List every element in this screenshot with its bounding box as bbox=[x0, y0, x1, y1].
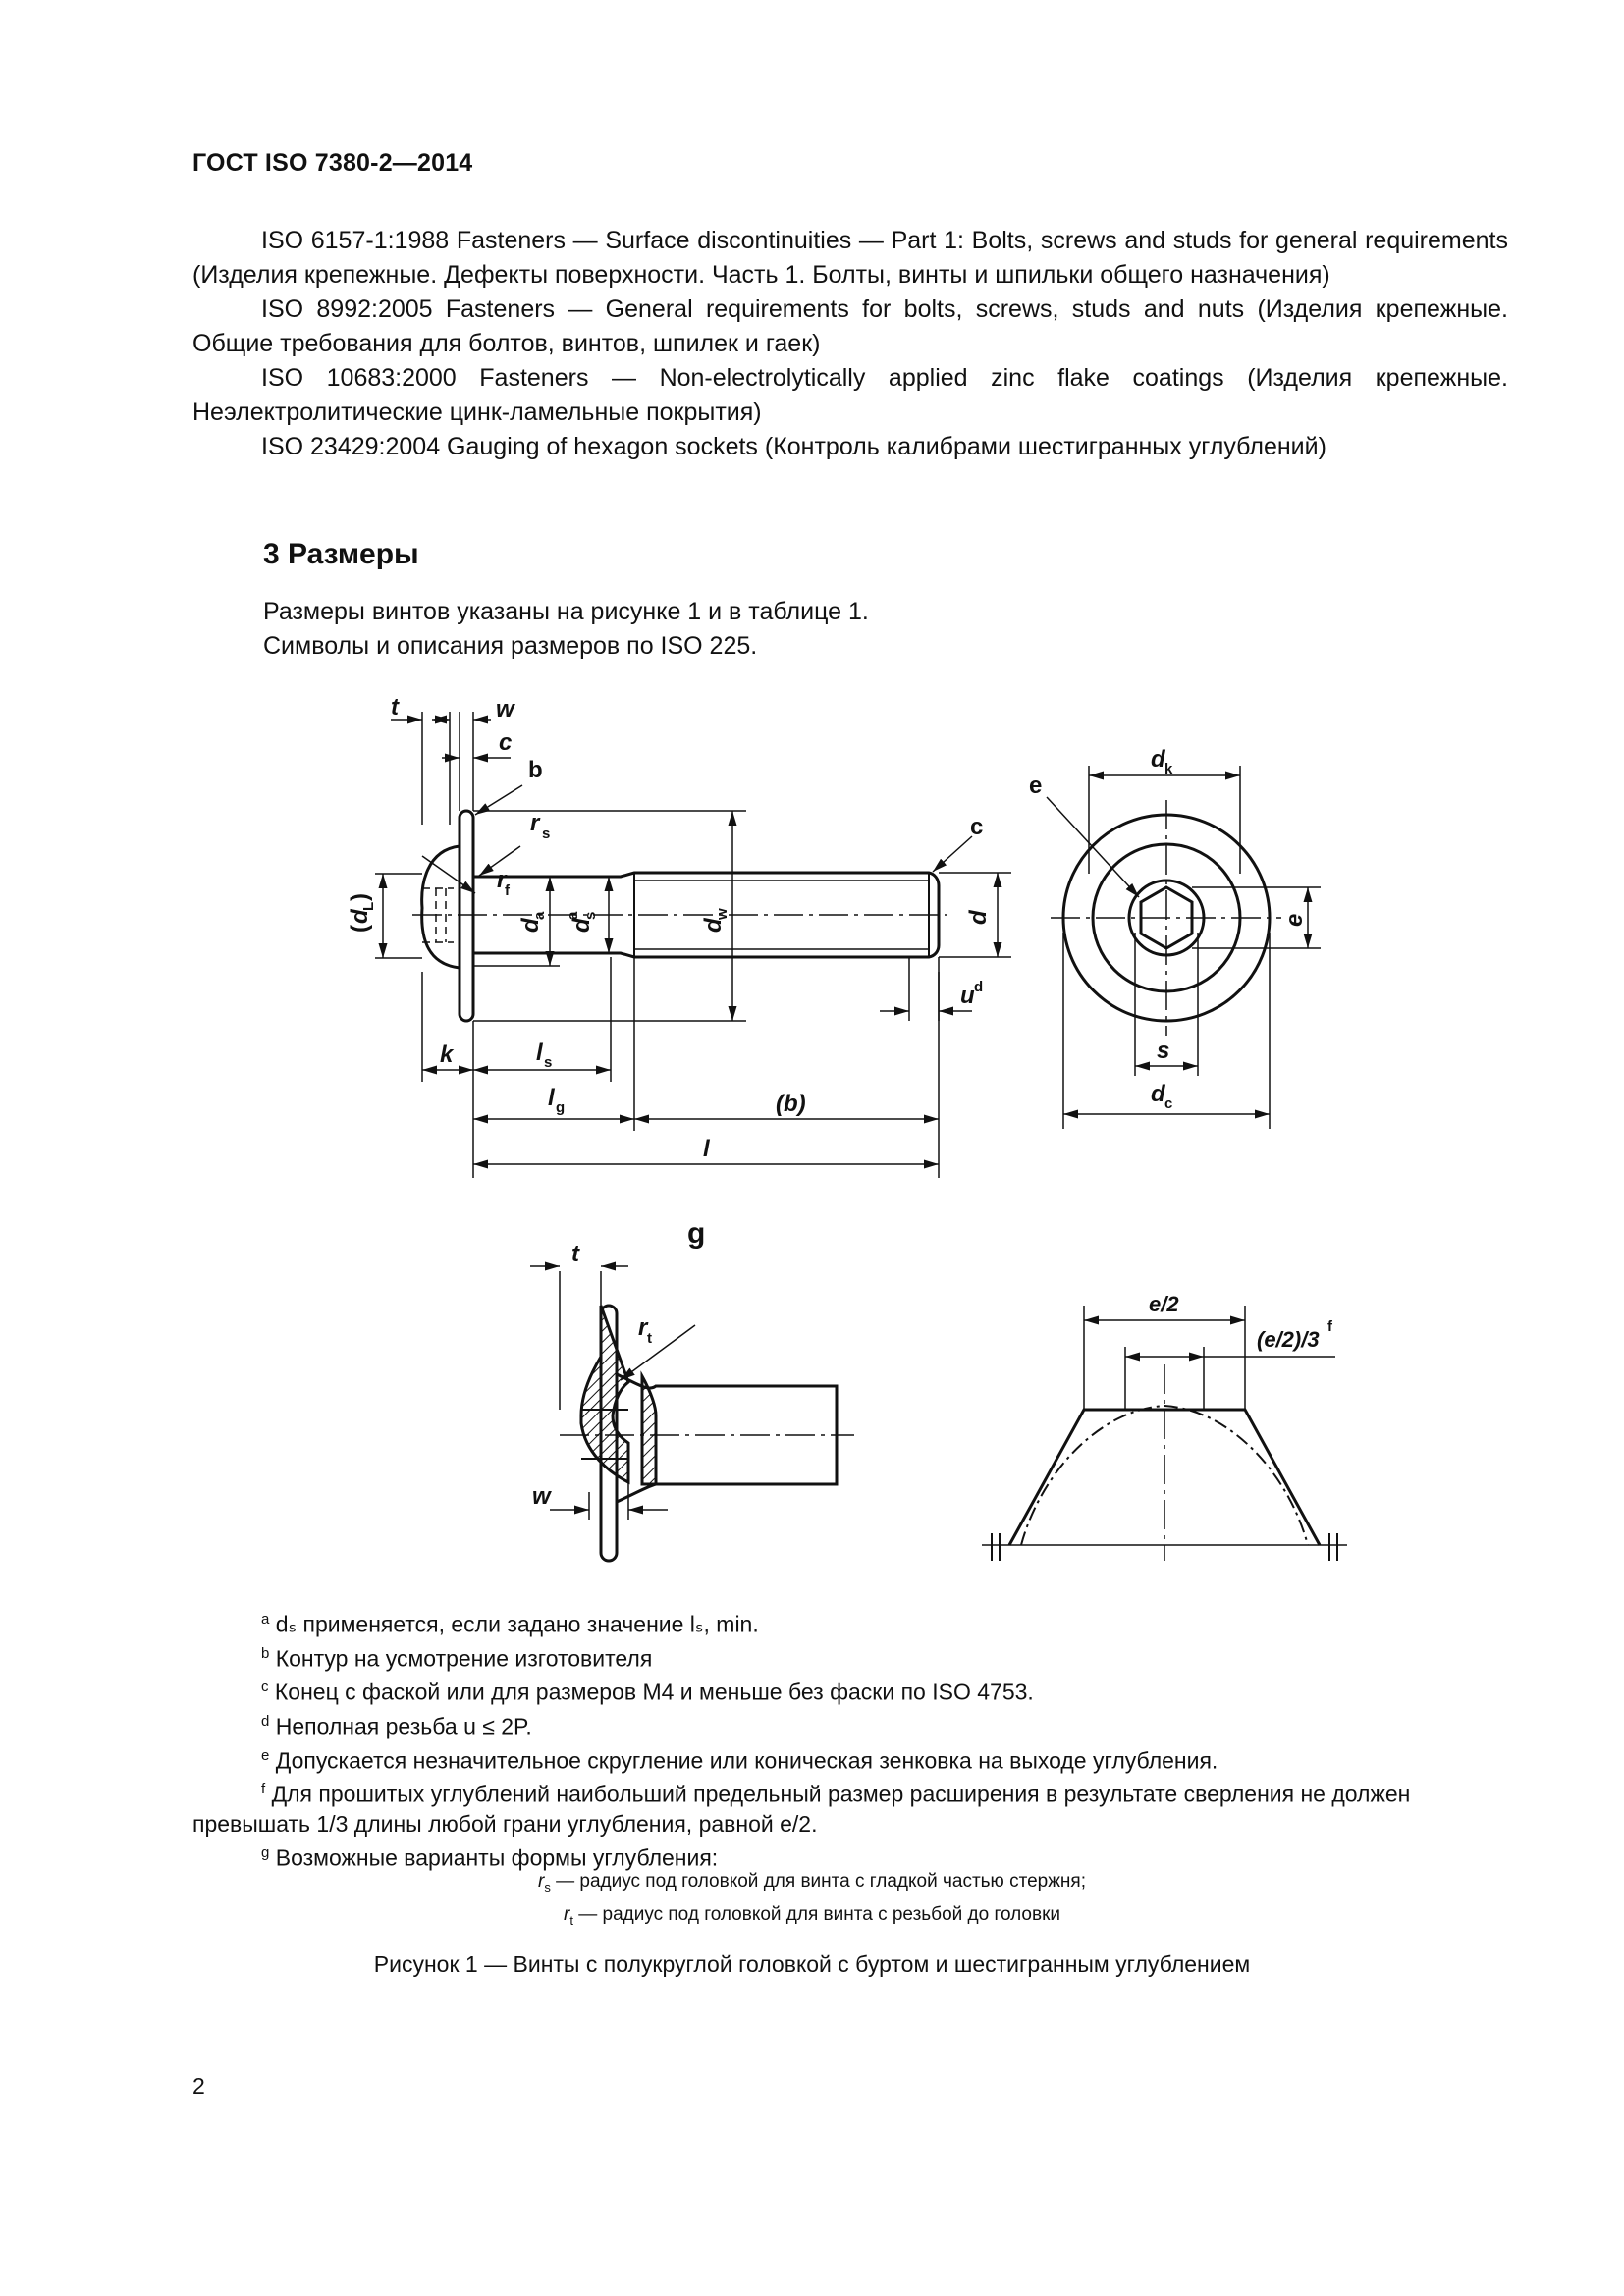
label-lg: l bbox=[548, 1085, 555, 1111]
label-u-sup: d bbox=[974, 979, 984, 995]
label-dk-sub: k bbox=[1164, 761, 1173, 777]
label-e-third-sup: f bbox=[1327, 1318, 1332, 1335]
note-item: $^a$ dₛ применяется, если задано значение lₛ, min. bbox=[261, 1611, 759, 1637]
label-dl-open: ( bbox=[347, 925, 373, 933]
legend-line-rs: $r_s$ — радиус под головкой для винта с гладкой частью стержня; bbox=[538, 1871, 1086, 1895]
label-l: l bbox=[703, 1136, 710, 1162]
end-view-axes bbox=[1051, 800, 1281, 1036]
label-dl: d bbox=[347, 909, 373, 924]
label-t-detail: t bbox=[571, 1241, 579, 1267]
label-s: s bbox=[1157, 1038, 1170, 1064]
note-item: $^f$ Для прошитых углублений наибольший предельный размер расширения в результате сверления не должен превышать 1/3 длины любой грани углубления, равной e/2. bbox=[192, 1781, 1411, 1837]
label-rs-sub: s bbox=[542, 826, 551, 842]
label-rs: r bbox=[530, 810, 540, 836]
label-lg-sub: g bbox=[556, 1099, 566, 1116]
label-c-right: c bbox=[970, 814, 984, 840]
label-ls-sub: s bbox=[544, 1054, 553, 1071]
label-dk: d bbox=[1151, 746, 1165, 773]
symbol-legend bbox=[0, 1868, 1624, 1935]
figure-notes bbox=[192, 1605, 1508, 1873]
note-item: $^c$ Конец с фаской или для размеров М4 и меньше без фаски по ISO 4753. bbox=[261, 1679, 1034, 1705]
label-dl-close: ) bbox=[347, 893, 373, 901]
label-dw: d bbox=[700, 918, 727, 933]
label-rt: r bbox=[638, 1314, 648, 1341]
label-ds-mark: a bbox=[565, 911, 581, 920]
intro-line: Размеры винтов указаны на рисунке 1 и в таблице 1. bbox=[263, 598, 869, 625]
label-ds-sub: s bbox=[582, 911, 599, 920]
end-view-labels bbox=[1029, 746, 1308, 1112]
label-rf: r bbox=[497, 867, 507, 893]
label-rt-sub: t bbox=[647, 1330, 652, 1347]
label-rf-sub: f bbox=[505, 882, 510, 899]
label-b: b bbox=[528, 757, 543, 783]
end-view-dimensions bbox=[1047, 766, 1321, 1129]
label-e: e bbox=[1281, 913, 1308, 927]
recess-variant-dimensions bbox=[530, 1266, 854, 1520]
label-t: t bbox=[391, 694, 399, 721]
label-e-half: e/2 bbox=[1149, 1292, 1179, 1316]
label-dl-sub: L bbox=[360, 901, 377, 911]
screw-flange bbox=[460, 811, 473, 1021]
intro-line: Символы и описания размеров по ISO 225. bbox=[263, 632, 758, 660]
label-e-note: e bbox=[1029, 773, 1043, 799]
reference-item: ISO 6157-1:1988 Fasteners — Surface discontinuities — Part 1: Bolts, screws and studs for general requirements (Изделия крепежные. Дефекты поверхности. Часть 1. Болты, винты и шпильки общего назначения) bbox=[192, 227, 1508, 289]
reference-item: ISO 8992:2005 Fasteners — General requirements for bolts, screws, studs and nuts (Изделия крепежные. Общие требования для болтов, винтов, шпилек и гаек) bbox=[192, 295, 1508, 357]
side-view-dimensions bbox=[375, 712, 1011, 1178]
screw-side-view bbox=[422, 811, 939, 1021]
figure-caption: Рисунок 1 — Винты с полукруглой головкой с буртом и шестигранным углублением bbox=[373, 1951, 1251, 1977]
label-dw-sub: w bbox=[714, 908, 731, 920]
label-d: d bbox=[965, 910, 992, 925]
label-w-detail: w bbox=[532, 1483, 551, 1510]
label-da-sub: a bbox=[531, 911, 548, 920]
label-ds-note: d bbox=[568, 918, 595, 933]
label-dc-sub: c bbox=[1164, 1095, 1173, 1112]
screw-head-dome bbox=[422, 846, 460, 968]
note-item: $^g$ Возможные варианты формы углубления: bbox=[261, 1843, 719, 1871]
label-w: w bbox=[496, 696, 514, 722]
legend-line-rt: $r_t$ — радиус под головкой для винта с резьбой до головки bbox=[563, 1903, 1061, 1928]
label-b-paren: (b) bbox=[776, 1091, 806, 1117]
socket-profile-labels bbox=[1149, 1292, 1333, 1352]
reference-item: ISO 23429:2004 Gauging of hexagon sockets (Контроль калибрами шестигранных углублений) bbox=[261, 433, 1326, 460]
recess-variant-section bbox=[581, 1306, 837, 1561]
label-da: d bbox=[517, 918, 544, 933]
side-view-labels bbox=[347, 694, 992, 1162]
label-g: g bbox=[687, 1217, 706, 1250]
note-item: $^d$ Неполная резьба u ≤ 2P. bbox=[261, 1712, 532, 1739]
label-u: u bbox=[960, 983, 975, 1009]
label-dc: d bbox=[1151, 1081, 1165, 1107]
label-k: k bbox=[440, 1041, 454, 1068]
section-title: 3 Размеры bbox=[263, 538, 419, 570]
label-e-third: (e/2)/3 bbox=[1257, 1327, 1320, 1352]
note-item: $^e$ Допускается незначительное скругление или коническая зенковка на выходе углубления. bbox=[261, 1746, 1218, 1774]
reference-item: ISO 10683:2000 Fasteners — Non-electrolytically applied zinc flake coatings (Изделия крепежные. Неэлектролитические цинк-ламельные покрытия) bbox=[192, 364, 1508, 426]
label-ls: l bbox=[536, 1040, 543, 1066]
note-item: $^b$ Контур на усмотрение изготовителя bbox=[261, 1644, 653, 1672]
page-number: 2 bbox=[192, 2073, 205, 2099]
label-c-top: c bbox=[499, 729, 513, 756]
document-header: ГОСТ ISO 7380-2—2014 bbox=[192, 149, 473, 177]
